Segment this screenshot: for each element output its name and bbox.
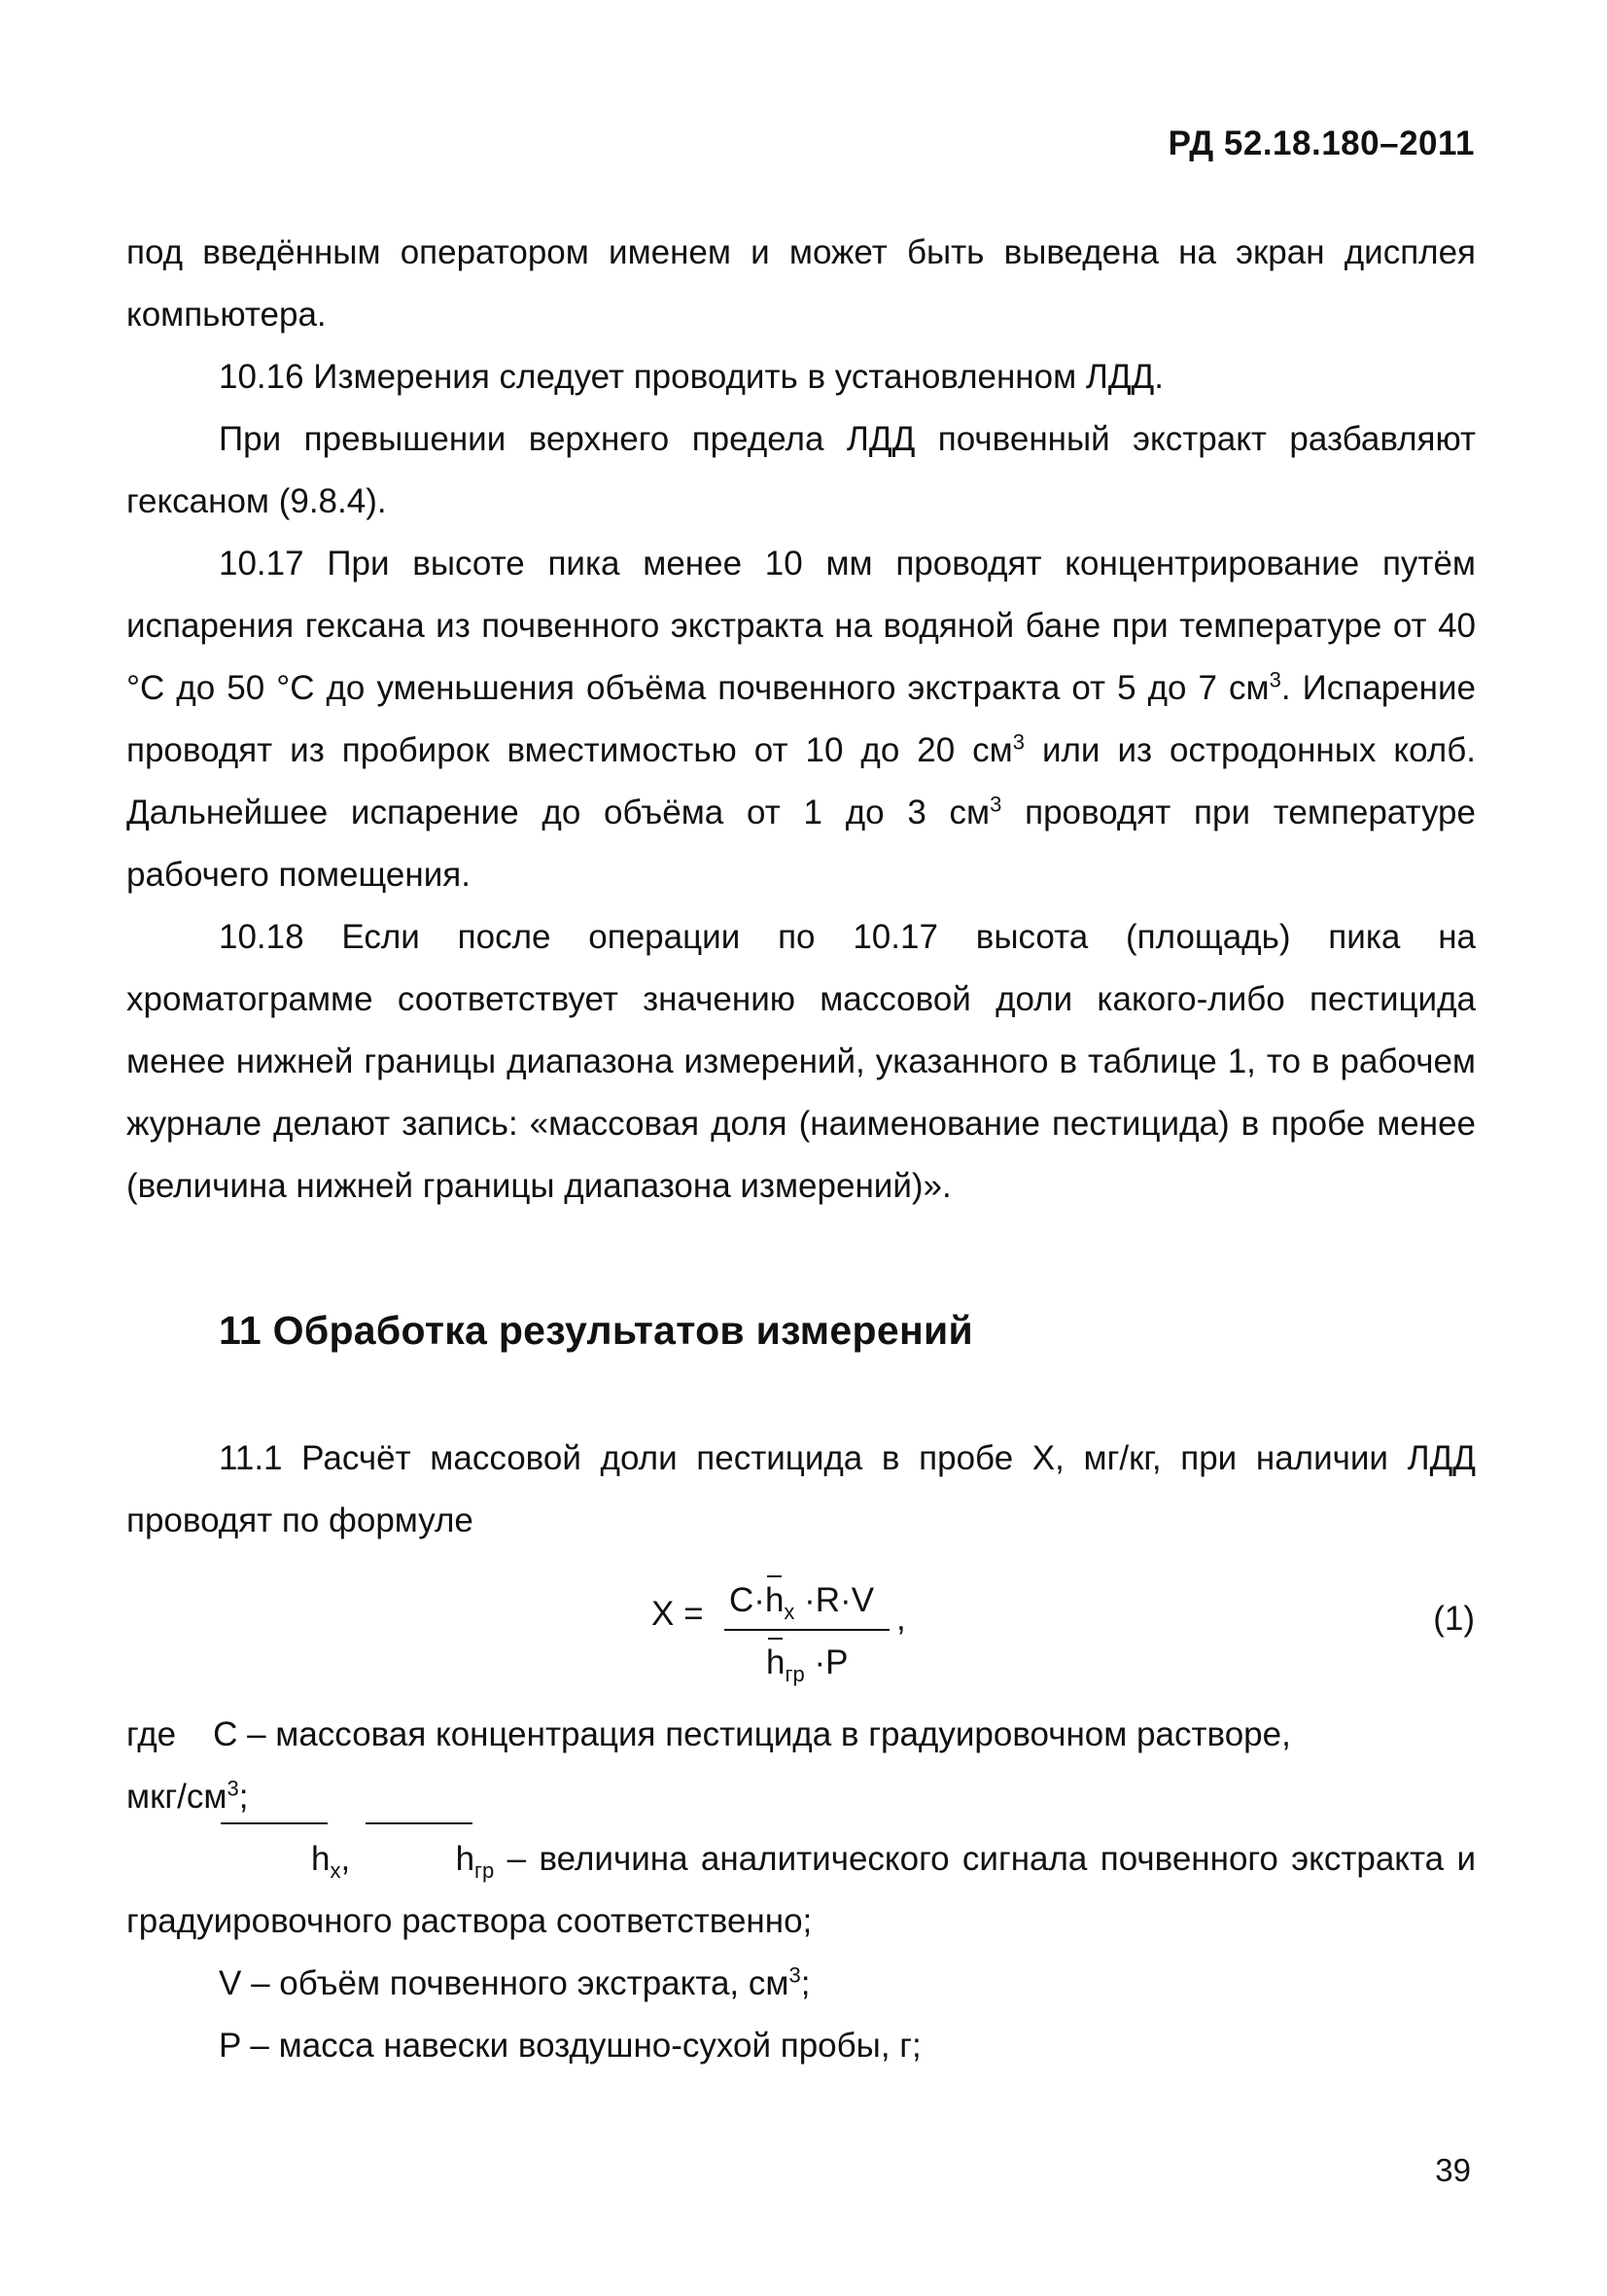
equation-number: (1) xyxy=(1433,1600,1475,1638)
paragraph-10-17 xyxy=(126,533,1476,906)
paragraph-11-1: 11.1 Расчёт массовой доли пестицида в пробе Х, мг/кг, при наличии ЛДД проводят по формуле xyxy=(126,1439,1476,1539)
formula-comma: , xyxy=(896,1600,906,1638)
superscript: 3 xyxy=(1012,729,1025,755)
p4-part-a: 10.17 При высоте пика менее 10 мм проводят концентрирование путём испарения гексана из почвенного экстракта на водяной бане при температуре от 40 °С до 50 °С до уменьшения объёма почвенного экстракта от 5 до 7 см xyxy=(126,545,1476,707)
where-label: где xyxy=(126,1715,177,1753)
where-v: V – объём почвенного экстракта, $см^3$; xyxy=(219,1962,811,2002)
formula-lhs: X = xyxy=(651,1595,704,1633)
where-c-unit: мкг/$см^3$; xyxy=(126,1776,249,1816)
paragraph-10-18: 10.18 Если после операции по 10.17 высота (площадь) пика на хроматограмме соответствует значению массовой доли какого-либо пестицида менее нижней границы диапазона измерений, указанного в таблице 1, то в рабочем журнале делают запись: «массовая доля (наименование пестицида) в пробе менее (величина нижней границы диапазона измерений)». xyxy=(126,918,1476,1205)
h-bar: h xyxy=(766,1643,786,1681)
formula-denominator: $h_{гр} \cdot P$ xyxy=(766,1643,849,1686)
paragraph-dilution: При превышении верхнего предела ЛДД почвенный экстракт разбавляют гексаном (9.8.4). xyxy=(126,420,1476,520)
paragraph-continuation: под введённым оператором именем и может быть выведена на экран дисплея компьютера. xyxy=(126,233,1476,334)
formula-1 xyxy=(651,1546,943,1686)
p4-part-d: проводят при температуре рабочего помещения. xyxy=(126,794,1476,894)
p4-part-c: или из остродонных колб. Дальнейшее испарение до объёма от 1 до 3 см xyxy=(126,731,1476,831)
document-id: РД 52.18.180–2011 xyxy=(1168,124,1475,162)
p4-part-b: . Испарение проводят из пробирок вместимостью от 10 до 20 см xyxy=(126,669,1476,769)
paragraph-10-16: 10.16 Измерения следует проводить в установленном ЛДД. xyxy=(219,358,1164,396)
superscript: 3 xyxy=(1269,667,1281,692)
h-bar: h xyxy=(219,1828,330,1890)
section-heading: 11 Обработка результатов измерений xyxy=(219,1308,974,1353)
where-block xyxy=(126,1704,1476,2077)
body-text xyxy=(126,222,1476,1218)
h-bar: h xyxy=(764,1581,785,1619)
section-body xyxy=(126,1428,1476,1552)
fraction-line xyxy=(724,1629,890,1631)
formula-numerator: $C\cdot h_x \cdot R\cdot V$ xyxy=(729,1581,875,1624)
where-c-text: C – массовая концентрация пестицида в градуировочном растворе, xyxy=(213,1715,1291,1753)
h-bar: h xyxy=(364,1828,474,1890)
page-number: 39 xyxy=(1435,2152,1471,2188)
where-p: P – масса навески воздушно-сухой пробы, г; xyxy=(219,2027,922,2065)
where-h: $h_x$, $h_{гр}$ – величина аналитического сигнала почвенного экстракта и градуировочного раствора соответственно; xyxy=(126,1828,1476,1953)
superscript: 3 xyxy=(990,792,1002,817)
where-c xyxy=(126,1704,1476,1766)
